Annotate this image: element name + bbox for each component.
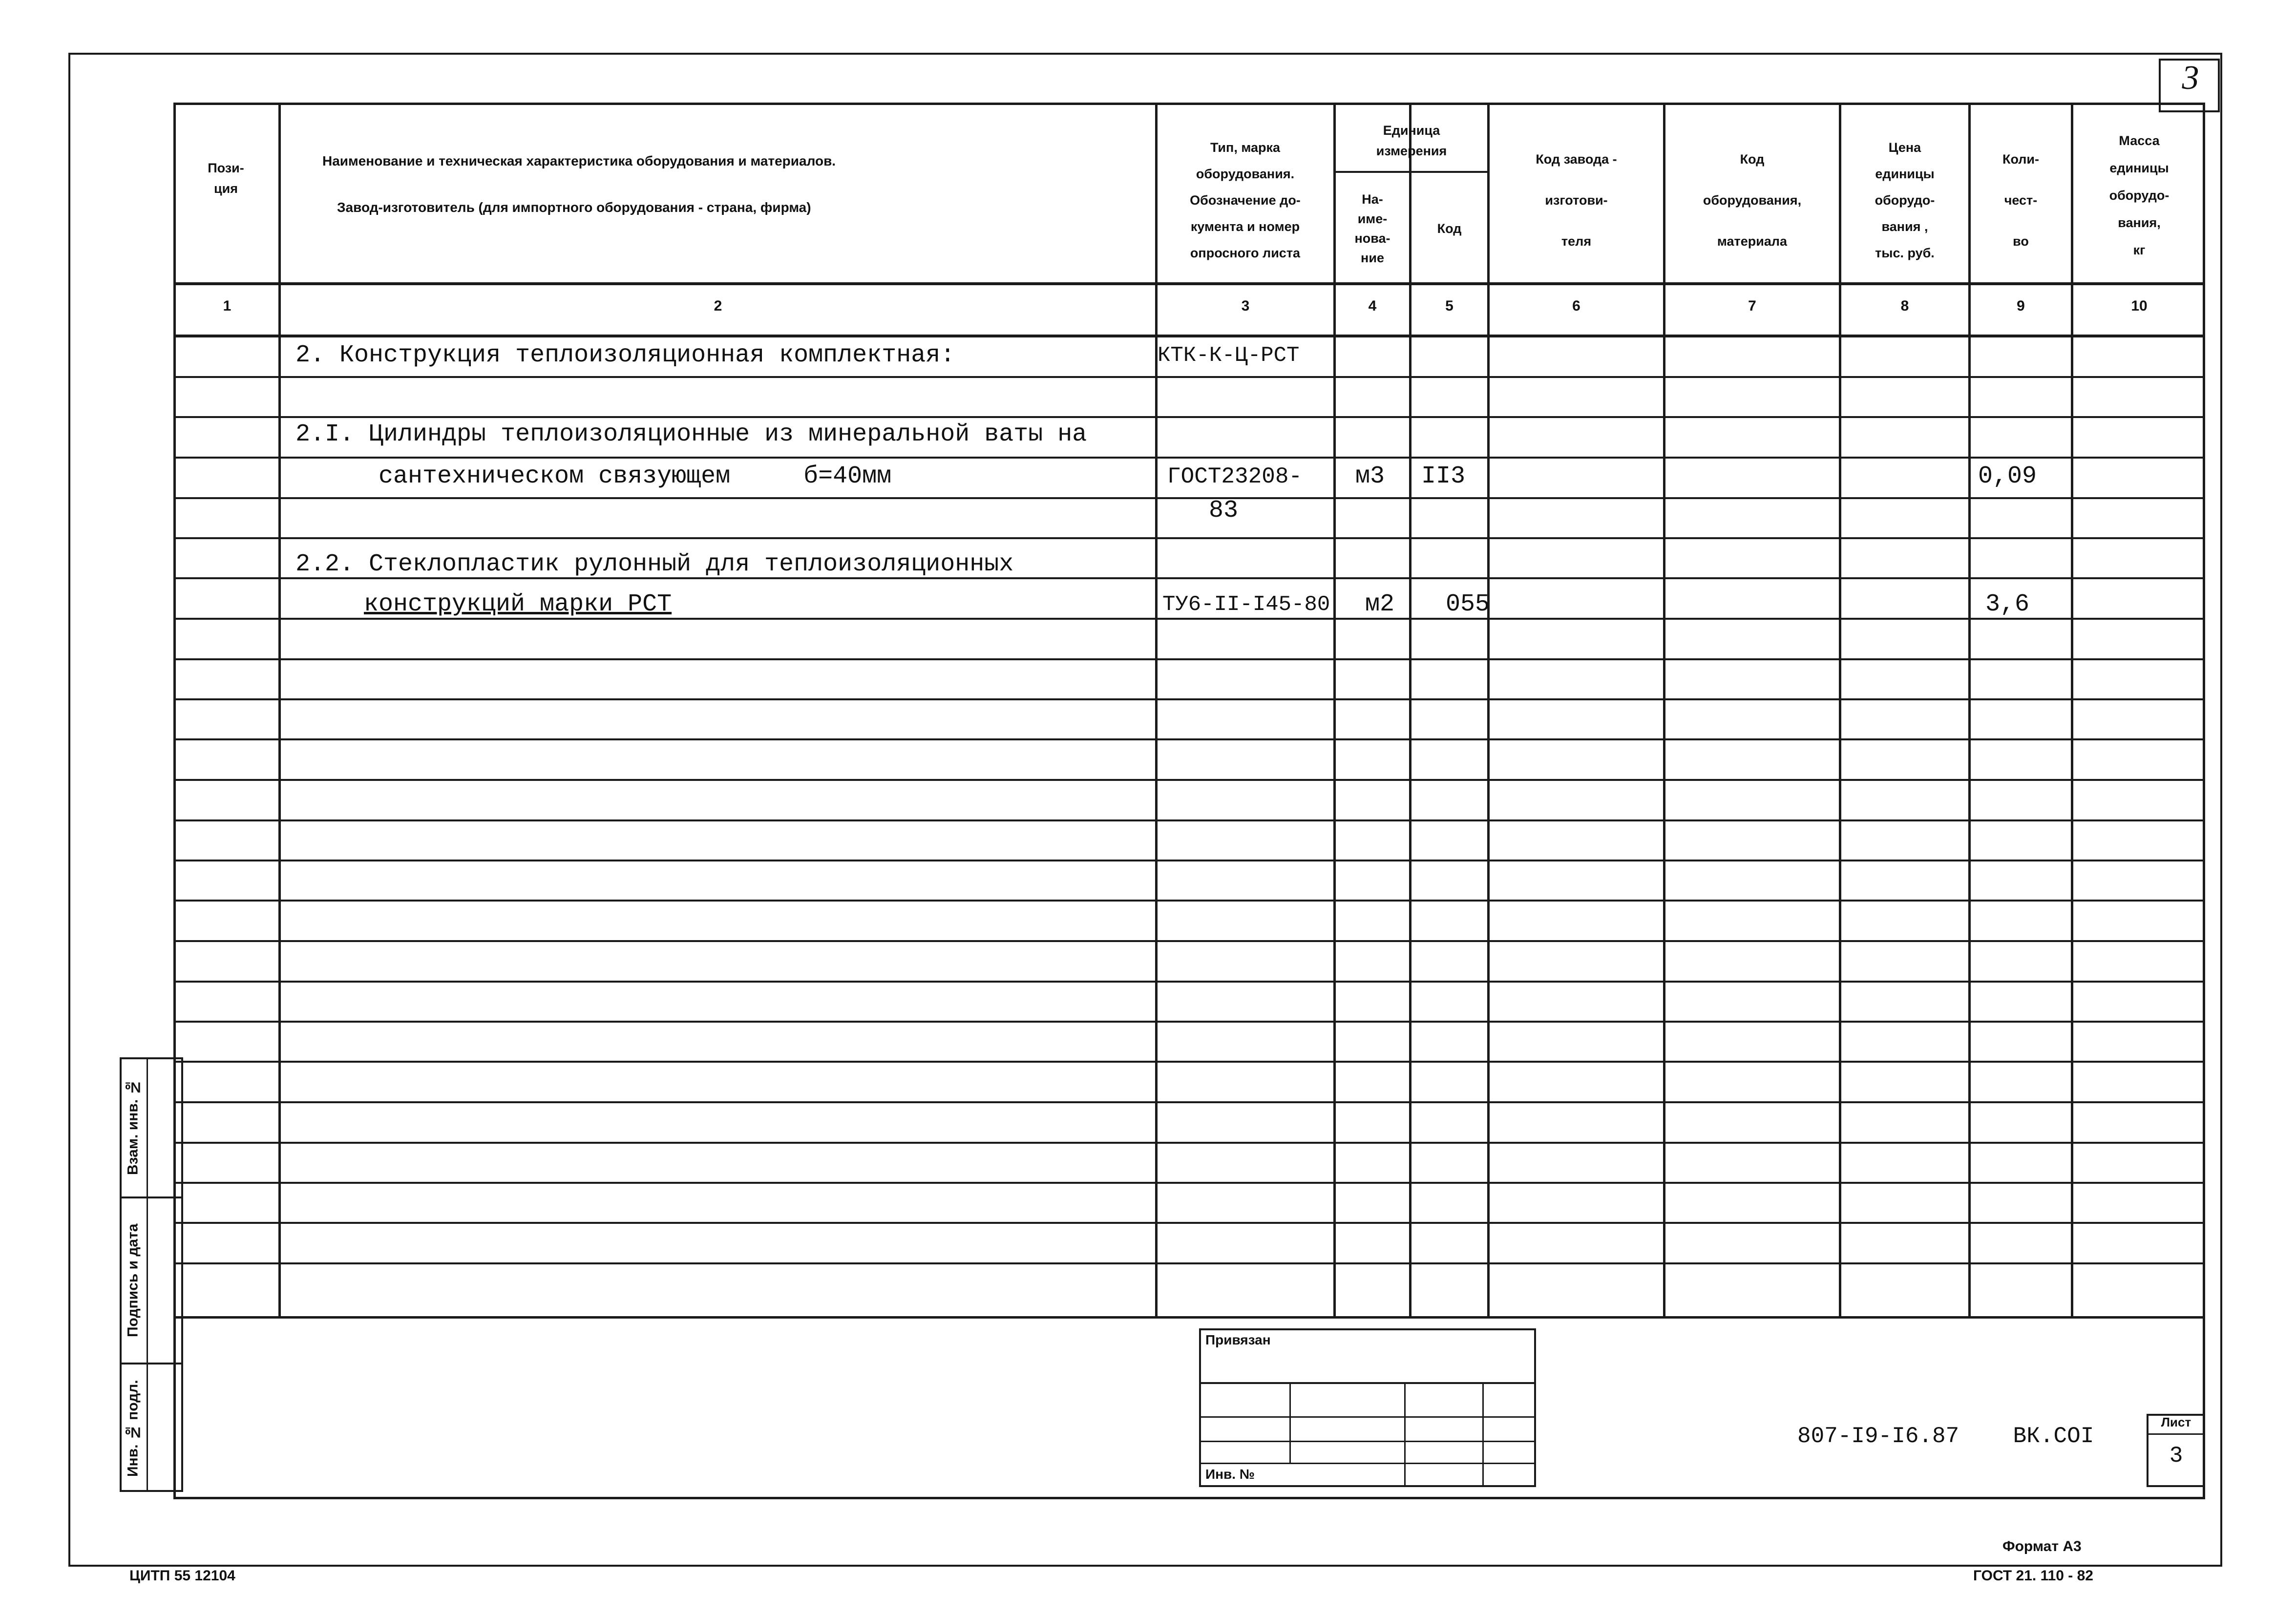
colnum-9: 9	[2017, 298, 2025, 314]
list-number: 3	[2169, 1443, 2183, 1469]
header-col2-line2: Завод-изготовитель (для импортного оборудования - страна, фирма)	[337, 200, 811, 215]
colnum-4: 4	[1368, 298, 1377, 314]
colnum-10: 10	[2131, 298, 2148, 314]
row6-unit: м2	[1365, 590, 1395, 618]
doc-code: 807-I9-I6.87 ВК.СОI	[1797, 1424, 2094, 1449]
header-unit-group: Единица измерения	[1376, 123, 1447, 158]
colnum-1: 1	[223, 298, 232, 314]
side-inv-podl: Инв. № подл.	[125, 1380, 141, 1477]
side-vzam: Взам. инв. №	[125, 1079, 141, 1175]
row3-type: ГОСТ23208-	[1167, 464, 1303, 489]
row6-code: 055	[1446, 590, 1490, 618]
colnum-bottom-line	[173, 335, 2205, 337]
row6-name: конструкций марки РСТ	[364, 590, 672, 618]
row6-qty: 3,6	[1985, 590, 2030, 618]
colnum-7: 7	[1748, 298, 1756, 314]
header-col5: Код	[1437, 221, 1462, 236]
header-col3: Тип, марка оборудования. Обозначение до- кумента и номер опросного листа	[1190, 140, 1301, 260]
row1-type: КТК-К-Ц-РСТ	[1158, 343, 1300, 368]
privyazan-label: Привязан	[1205, 1332, 1271, 1347]
colnum-5: 5	[1445, 298, 1453, 314]
row3-name: сантехническом связующем б=40мм	[379, 462, 892, 490]
row3-code: II3	[1421, 462, 1466, 490]
row6-type: ТУ6-II-I45-80	[1162, 592, 1330, 617]
header-col10: Масса единицы оборудо- вания, кг	[2109, 133, 2170, 257]
footer-gost: ГОСТ 21. 110 - 82	[1973, 1568, 2093, 1584]
colnum-6: 6	[1572, 298, 1580, 314]
header-col8: Цена единицы оборудо- вания , тыс. руб.	[1875, 140, 1935, 260]
side-podpis: Подпись и дата	[125, 1223, 141, 1338]
colnum-8: 8	[1900, 298, 1909, 314]
sheet-mark: 3	[2182, 59, 2199, 97]
row5-name: 2.2. Стеклопластик рулонный для теплоизоляционных	[295, 550, 1014, 578]
unit-group-line	[1333, 171, 1490, 173]
row1-name: 2. Конструкция теплоизоляционная комплектная:	[295, 341, 955, 369]
header-col4: На- име- нова- ние	[1354, 191, 1390, 265]
header-col7: Код оборудования, материала	[1703, 152, 1802, 249]
header-col9: Коли- чест- во	[2002, 152, 2040, 249]
row4-type: 83	[1209, 497, 1239, 525]
row3-qty: 0,09	[1978, 462, 2037, 490]
row2-name: 2.I. Цилиндры теплоизоляционные из минеральной ваты на	[295, 420, 1087, 448]
header-col2-line1: Наименование и техническая характеристика оборудования и материалов.	[322, 153, 836, 168]
list-label: Лист	[2161, 1415, 2191, 1429]
row3-unit: м3	[1355, 462, 1385, 490]
footer-format: Формат А3	[2002, 1538, 2082, 1554]
colnum-2: 2	[714, 298, 722, 314]
colnum-3: 3	[1241, 298, 1250, 314]
header-bottom-line	[173, 282, 2205, 285]
inv-no-label: Инв. №	[1205, 1467, 1255, 1482]
header-col6: Код завода - изготови- теля	[1536, 152, 1617, 249]
header-col1: Пози- ция	[208, 161, 244, 196]
footer-left: ЦИТП 55 12104	[129, 1568, 235, 1584]
